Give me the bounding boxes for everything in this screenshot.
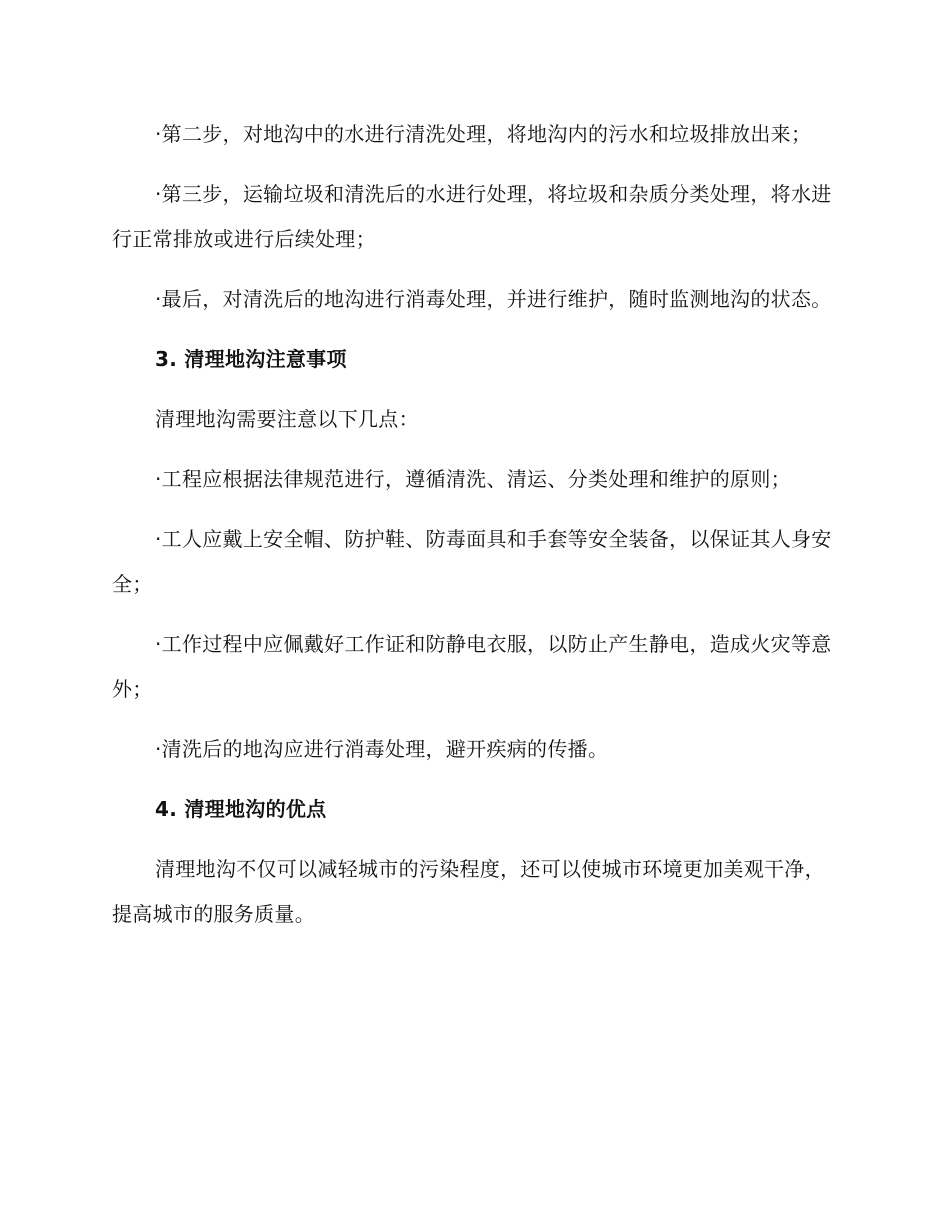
- final-step-bullet: ·最后，对清洗后的地沟进行消毒处理，并进行维护，随时监测地沟的状态。: [155, 287, 832, 311]
- step-three-bullet: ·第三步，运输垃圾和清洗后的水进行处理，将垃圾和杂质分类处理，将水进行正常排放或进行后续处理；: [112, 182, 832, 251]
- precaution-bullet-safety-gear: ·工人应戴上安全帽、防护鞋、防毒面具和手套等安全装备，以保证其人身安全；: [112, 527, 832, 596]
- section-heading-precautions: 3. 清理地沟注意事项: [155, 347, 347, 371]
- section-heading-advantages: 4. 清理地沟的优点: [155, 797, 327, 821]
- advantages-paragraph: 清理地沟不仅可以减轻城市的污染程度，还可以使城市环境更加美观干净，提高城市的服务质量。: [112, 857, 825, 926]
- precautions-intro: 清理地沟需要注意以下几点：: [155, 407, 419, 431]
- step-two-bullet: ·第二步，对地沟中的水进行清洗处理，将地沟内的污水和垃圾排放出来；: [155, 122, 812, 146]
- precaution-bullet-antistatic: ·工作过程中应佩戴好工作证和防静电衣服，以防止产生静电，造成火灾等意外；: [112, 632, 832, 701]
- precaution-bullet-disinfection: ·清洗后的地沟应进行消毒处理，避开疾病的传播。: [155, 737, 609, 761]
- precaution-bullet-regulations: ·工程应根据法律规范进行，遵循清洗、清运、分类处理和维护的原则；: [155, 467, 791, 491]
